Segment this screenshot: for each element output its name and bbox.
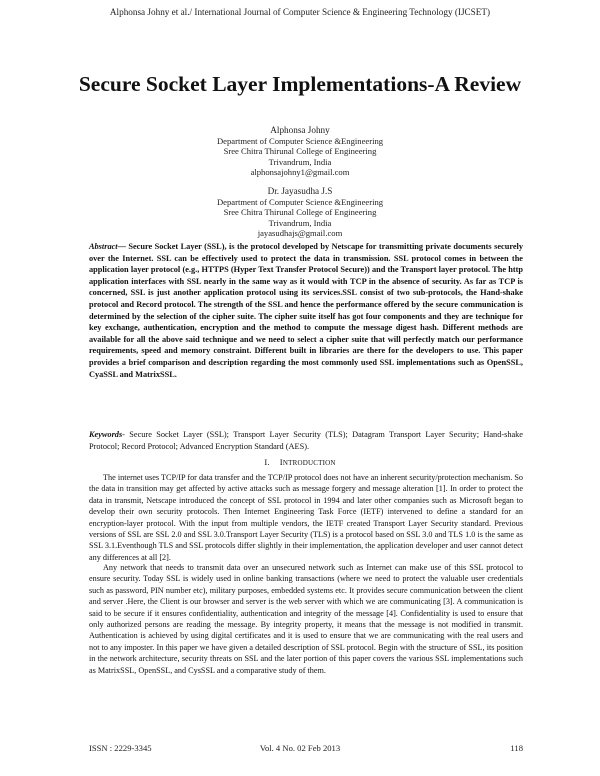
author-email: alphonsajohny1@gmail.com bbox=[250, 167, 350, 177]
author-block-2 bbox=[150, 186, 450, 239]
author-email: jayasudhajs@gmail.com bbox=[257, 228, 343, 238]
author-college: Sree Chitra Thirunal College of Engineering bbox=[223, 207, 377, 217]
paragraph-text: The internet uses TCP/IP for data transfer and the TCP/IP protocol does not have an inherent security/protection mechanism. So the data in transition may get affected by active attacks such as message forgery and message alteration [1]. In order to protect the data in transmit, Netscape introduced the concept of SSL protocol in 1994 and later other companies such as Microsoft began to develop their own security protocols. Then Internet Engineering Task Force (IETF) intervened to define a standard for an encryption-layer protocol. With the input from multiple vendors, the IETF created Transport Layer Security standard. Previous versions of SSL are SSL 2.0 and SSL 3.0.Transport Layer Security (TLS) is a protocol based on SSL 3.0 and TLS 1.0 is the same as SSL 3.1.Eventhough TLS and SSL protocols differ slightly in their implementation, the application developer and user cannot detect any differences at all [2]. bbox=[89, 473, 523, 562]
body-paragraph bbox=[89, 472, 523, 563]
keywords bbox=[89, 429, 523, 452]
author-name: Dr. Jayasudha J.S bbox=[267, 186, 333, 196]
keywords-text: Secure Socket Layer (SSL); Transport Layer Security (TLS); Datagram Transport Layer Security; Hand-shake Protocol; Record Protocol; Advanced Encryption Standard (AES). bbox=[89, 430, 523, 451]
abstract bbox=[89, 241, 523, 380]
footer-volume: Vol. 4 No. 02 Feb 2013 bbox=[259, 743, 341, 753]
section-title-rest: NTRODUCTION bbox=[282, 459, 336, 467]
author-city: Trivandrum, India bbox=[268, 156, 332, 167]
abstract-text: Secure Socket Layer (SSL), is the protocol developed by Netscape for transmitting private documents securely over the Internet. SSL can be effectively used to protect the data in transmission. SSL protocol comes in between the application layer protocol (e.g., HTTPS (Hyper Text Transfer Protocol Secure)) and the Transport layer protocol. The http application interfaces with SSL nearly in the same way as it would with TCP in the absence of security. As far as TCP is concerned, SSL is just another application protocol using its services.SSL consist of two sub-protocols, the Hand-shake protocol and Record protocol. The strength of the SSL and hence the performance offered by the secure communication is determined by the selection of the cipher suite. The cipher suite itself has got four components and they are technique for key exchange, authentication, encryption and the method to compute the message digest hash. Different methods are available for all the above said technique and we need to select a cipher suite that will perfectly match our performance requirements, speed and memory constraint. Different built in libraries are there for the developers to use. This paper provides a brief comparison and description regarding the most commonly used SSL implementations such as OpenSSL, CyaSSL and MatrixSSL. bbox=[89, 242, 523, 379]
running-head: Alphonsa Johny et al./ International Journal of Computer Science & Engineering Technology (IJCSET) bbox=[109, 7, 491, 17]
section-first-letter: I bbox=[279, 457, 283, 467]
keywords-label: Keywords- bbox=[89, 430, 125, 439]
author-name: Alphonsa Johny bbox=[270, 125, 330, 135]
author-city: Trivandrum, India bbox=[268, 217, 332, 228]
author-block-1 bbox=[150, 125, 450, 178]
footer-page-number: 118 bbox=[510, 743, 523, 753]
section-number: I. bbox=[264, 457, 270, 467]
section-heading-introduction bbox=[0, 457, 600, 467]
body-paragraph bbox=[89, 562, 523, 676]
author-department: Department of Computer Science &Engineering bbox=[216, 196, 384, 207]
paper-title: Secure Socket Layer Implementations-A Review bbox=[78, 72, 522, 96]
abstract-lead: Abstract— bbox=[89, 242, 126, 251]
author-college: Sree Chitra Thirunal College of Engineering bbox=[223, 146, 377, 156]
author-department: Department of Computer Science &Engineering bbox=[216, 135, 384, 146]
footer-issn: ISSN : 2229-3345 bbox=[89, 743, 152, 753]
paragraph-text: Any network that needs to transmit data over an unsecured network such as Internet can make use of this SSL protocol to ensure security. Today SSL is widely used in online banking transactions (where we need to protect the valuable user credentials such as password, PIN number etc), military purposes, embedded systems etc. It provides secure communication between the client and server .Here, the Client is our browser and server is the web server with which we are communicating [3]. A communication is said to be secure if it ensures confidentiality, authentication and integrity of the message [4]. Confidentiality is used to ensure that only authorized persons are reading the message. By integrity property, it means that the message is not modified in transmit. Authentication is achieved by using digital certificates and it is used to ensure that we are communicating with the real users and not to any imposter. In this paper we have given a detailed description of SSL protocol. Begin with the structure of SSL, its position in the network architecture, security threats on SSL and the later portion of this paper covers the various SSL implementations such as MatrixSSL, OpenSSL, and CysSSL and a comparative study of them. bbox=[89, 563, 523, 675]
